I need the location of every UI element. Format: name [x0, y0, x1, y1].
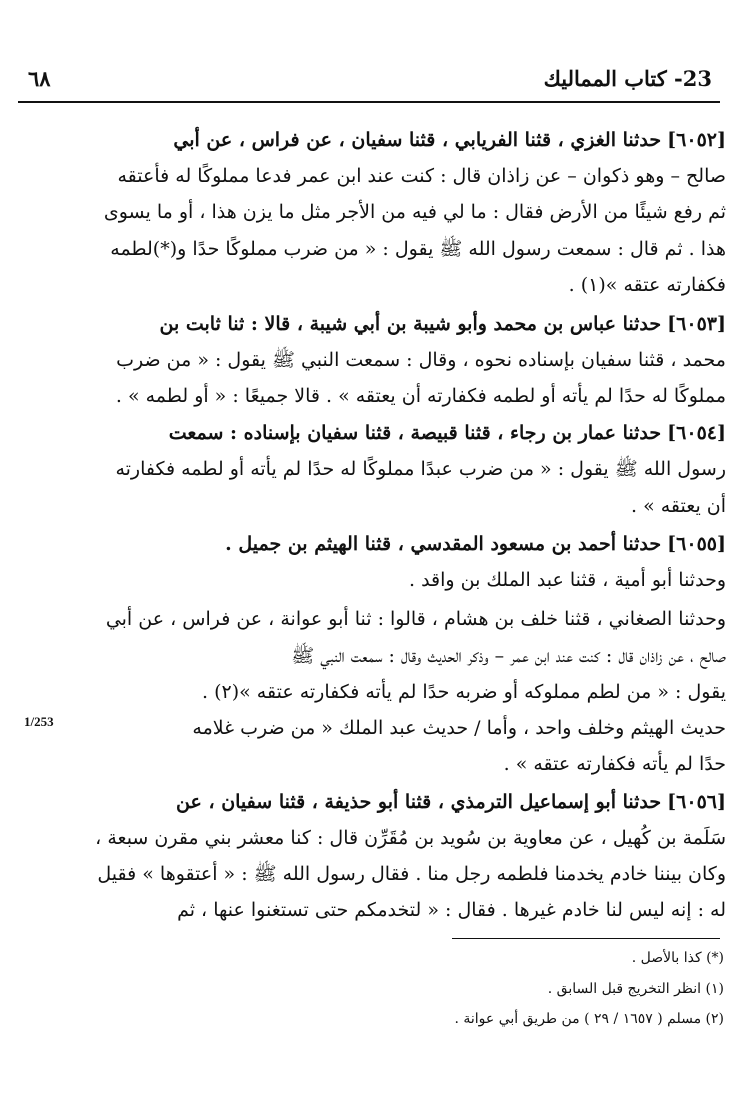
hadith-number: [٦٠٥٣] [667, 313, 726, 335]
text-line: أن يعتقه » . [631, 495, 726, 517]
footnote: (*) كذا بالأصل . [631, 950, 724, 966]
page-number: ٦٨ [28, 66, 51, 91]
text-line: ثم رفع شيئًا من الأرض فقال : ما لي فيه من الأجر مثل ما يزن هذا ، أو ما يسوى [103, 201, 726, 223]
hadith-number: [٦٠٥٥] [667, 533, 726, 555]
footnote: (١) انظر التخريج قبل السابق . [547, 981, 724, 997]
hadith-number: [٦٠٥٢] [667, 129, 726, 151]
text-line [24, 415, 726, 451]
text-line: هذا . ثم قال : سمعت رسول الله ﷺ يقول : « من ضرب مملوكًا حدًا و(*)لطمه [110, 238, 726, 260]
text-line: سَلَمة بن كُهيل ، عن معاوية بن سُويد بن مُقَرِّن قال : كنا معشر بني مقرن سبعة ، [95, 827, 726, 849]
header-rule [18, 101, 720, 103]
text-line [24, 306, 726, 342]
hadith-number: [٦٠٥٦] [667, 791, 726, 813]
text-line: وحدثنا أبو أمية ، قثنا عبد الملك بن واقد . [409, 569, 726, 591]
page-header [20, 66, 720, 96]
text-line: رسول الله ﷺ يقول : « من ضرب عبدًا مملوكًا له حدًا لم يأته أو لطمه فكفارته [115, 458, 726, 480]
text-line: محمد ، قثنا سفيان بإسناده نحوه ، وقال : سمعت النبي ﷺ يقول : « من ضرب [116, 349, 726, 371]
text-line: يقول : « من لطم مملوكه أو ضربه حدًا لم يأته فكفارته عتقه »(٢) . [202, 681, 726, 703]
text-line: مملوكًا له حدًا لم يأته أو لطمه فكفارته أن يعتقه » . قالا جميعًا : « أو لطمه » . [115, 385, 726, 407]
text-line: له : إنه ليس لنا خادم غيرها . فقال : « لتخدمكم حتى تستغنوا عنها ، ثم [177, 899, 726, 921]
hadith-text: حدثنا عباس بن محمد وأبو شيبة بن أبي شيبة ، قالا : ثنا ثابت بن [159, 313, 662, 335]
text-line: صالح ، عن زاذان قال : كنت عند ابن عمر – وذكر الحديث وقال : سمعت النبي ﷺ [291, 645, 726, 667]
text-line: فكفارته عتقه »(١) . [568, 274, 726, 296]
margin-reference: 1/253 [24, 714, 54, 729]
hadith-text: حدثنا أحمد بن مسعود المقدسي ، قثنا الهيثم بن جميل . [225, 533, 662, 555]
text-line: حديث الهيثم وخلف واحد ، وأما / حديث عبد الملك « من ضرب غلامه [192, 717, 726, 739]
hadith-text: حدثنا عمار بن رجاء ، قثنا قبيصة ، قثنا سفيان بإسناده : سمعت [168, 422, 662, 444]
footnote-rule [452, 938, 720, 939]
footnote: (٢) مسلم ( ١٦٥٧ / ٢٩ ) من طريق أبي عوانة . [454, 1011, 724, 1027]
chapter-title: 23- كتاب المماليك [543, 66, 712, 91]
hadith-text: حدثنا أبو إسماعيل الترمذي ، قثنا أبو حذيفة ، قثنا سفيان ، عن [176, 791, 662, 813]
text-line: حدًا لم يأته فكفارته عتقه » . [503, 753, 726, 775]
text-line: صالح – وهو ذكوان – عن زاذان قال : كنت عند ابن عمر فدعا مملوكًا له فأعتقه [117, 165, 726, 187]
text-line [24, 122, 726, 158]
text-line: وحدثنا الصغاني ، قثنا خلف بن هشام ، قالوا : ثنا أبو عوانة ، عن فراس ، عن أبي [105, 608, 726, 630]
text-line: وكان بيننا خادم يخدمنا فلطمه رجل منا . فقال رسول الله ﷺ : « أعتقوها » فقيل [97, 863, 726, 885]
text-line [225, 526, 726, 562]
hadith-text: حدثنا الغزي ، قثنا الفريابي ، قثنا سفيان ، عن فراس ، عن أبي [173, 129, 662, 151]
text-line [24, 784, 726, 820]
hadith-number: [٦٠٥٤] [667, 422, 726, 444]
